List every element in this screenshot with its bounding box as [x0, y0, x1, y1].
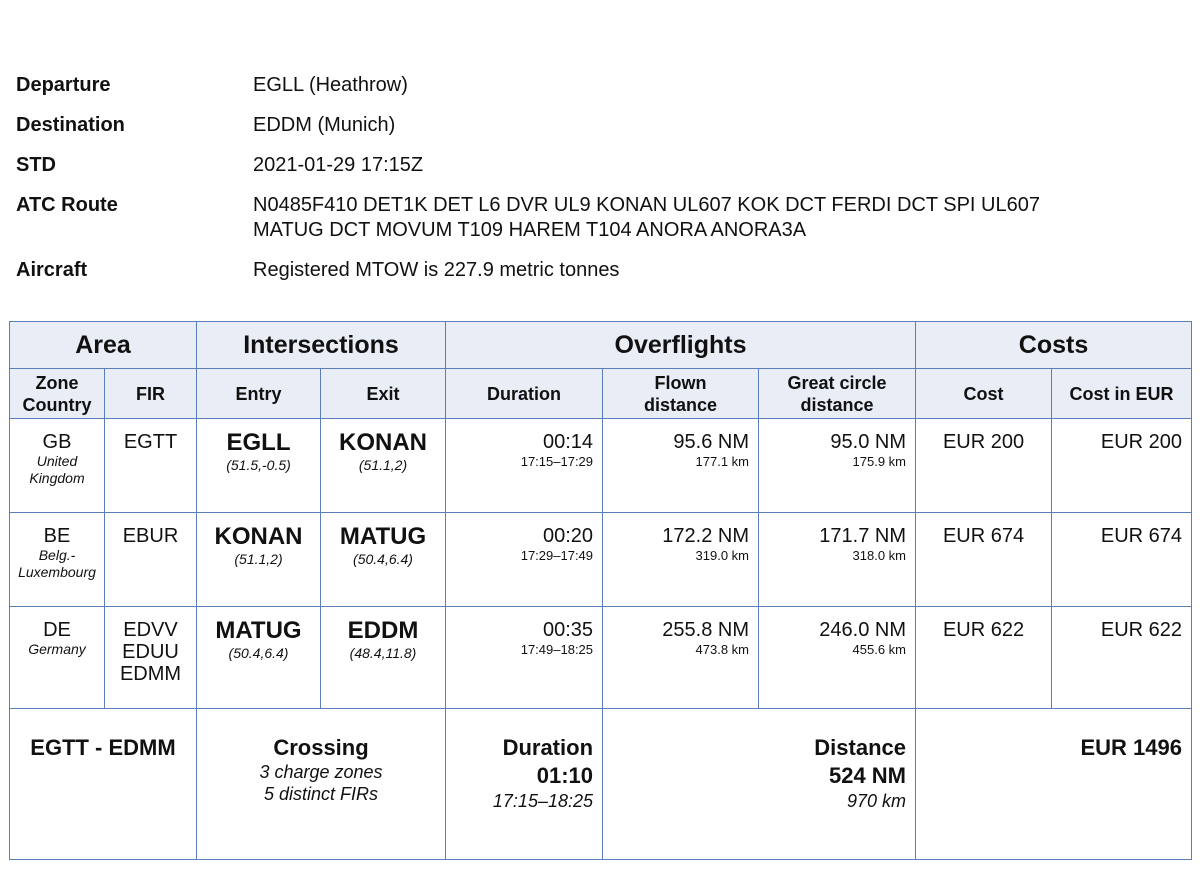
- zone-cell: [10, 513, 105, 607]
- departure-label: Departure: [16, 74, 111, 96]
- distinct-firs-count: 5 distinct FIRs: [263, 784, 379, 804]
- entry-cell: [197, 607, 321, 709]
- gc-nm: 246.0 NM: [819, 619, 907, 641]
- flown-nm: 95.6 NM: [673, 431, 750, 453]
- fir-code: EDUU: [122, 641, 179, 663]
- great-circle-header: [759, 369, 916, 419]
- gc-km: 455.6 km: [852, 642, 907, 657]
- total-time-range: 17:15–18:25: [492, 791, 594, 811]
- exit-coordinates: (48.4,11.8): [349, 645, 417, 661]
- cost-eur-cell: EUR 674: [1052, 513, 1192, 607]
- std-row: [16, 153, 1186, 178]
- entry-cell: [197, 513, 321, 607]
- destination-row: [16, 113, 1186, 138]
- country-name-line-1: United: [36, 453, 78, 469]
- duration-cell: [446, 607, 603, 709]
- total-distance: [603, 709, 916, 860]
- gc-km: 318.0 km: [852, 548, 907, 563]
- gc-km: 175.9 km: [852, 454, 907, 469]
- great-circle-header-line: Great circle: [787, 372, 887, 393]
- flown-distance-header-line: distance: [644, 394, 718, 415]
- exit-coordinates: (51.1,2): [358, 457, 408, 473]
- zone-code: GB: [42, 431, 72, 453]
- overflights-header: Overflights: [446, 322, 916, 369]
- totals-row: [10, 709, 1192, 860]
- flown-distance-cell: [603, 513, 759, 607]
- duration-total-value: 01:10: [536, 763, 594, 788]
- zone-country-header: [10, 369, 105, 419]
- departure-value: EGLL (Heathrow): [253, 74, 408, 96]
- cost-eur-cell: EUR 622: [1052, 607, 1192, 709]
- flown-km: 319.0 km: [695, 548, 750, 563]
- fir-cell: [105, 513, 197, 607]
- duration-value: 00:35: [542, 619, 594, 641]
- country-name-line-1: Belg.-: [38, 547, 76, 563]
- exit-waypoint: EDDM: [347, 617, 419, 644]
- atc-route-row: [16, 193, 1186, 243]
- atc-route-line-2: MATUG DCT MOVUM T109 HAREM T104 ANORA ANORA3A: [253, 219, 807, 241]
- zone-header-line: Zone: [35, 372, 79, 393]
- cost-cell: EUR 622: [916, 607, 1052, 709]
- fir-code: EDMM: [119, 663, 182, 685]
- gc-nm: 95.0 NM: [830, 431, 907, 453]
- flown-nm: 172.2 NM: [662, 525, 750, 547]
- aircraft-row: [16, 258, 1186, 283]
- entry-coordinates: (51.1,2): [234, 551, 283, 567]
- entry-cell: [197, 419, 321, 513]
- exit-cell: [321, 419, 446, 513]
- flown-km: 177.1 km: [695, 454, 750, 469]
- route-fir-pair: EGTT - EDMM: [10, 709, 197, 860]
- fir-cell: [105, 419, 197, 513]
- time-range: 17:29–17:49: [520, 548, 594, 563]
- flown-distance-cell: [603, 607, 759, 709]
- flown-distance-header: [603, 369, 759, 419]
- entry-coordinates: (50.4,6.4): [228, 645, 289, 661]
- entry-coordinates: (51.5,-0.5): [226, 457, 291, 473]
- table-row: [10, 513, 1192, 607]
- country-name-line-2: Kingdom: [29, 470, 85, 486]
- gc-distance-header-line: distance: [800, 394, 874, 415]
- cost-header: Cost: [916, 369, 1052, 419]
- entry-waypoint: EGLL: [226, 429, 291, 456]
- aircraft-value: Registered MTOW is 227.9 metric tonnes: [253, 259, 620, 281]
- intersections-header: Intersections: [197, 322, 446, 369]
- table-row: [10, 607, 1192, 709]
- fir-code: EBUR: [122, 525, 179, 547]
- fir-code: EDVV: [123, 619, 178, 641]
- zone-code: BE: [43, 525, 71, 547]
- area-header: Area: [10, 322, 197, 369]
- exit-waypoint: MATUG: [339, 523, 427, 550]
- overflight-fees-table: [9, 321, 1192, 860]
- country-name-line-1: Germany: [28, 641, 86, 657]
- costs-header: Costs: [916, 322, 1192, 369]
- atc-route-label: ATC Route: [16, 194, 118, 216]
- table-row: [10, 419, 1192, 513]
- flown-km: 473.8 km: [695, 642, 750, 657]
- duration-value: 00:20: [542, 525, 594, 547]
- entry-waypoint: MATUG: [215, 617, 302, 644]
- entry-waypoint: KONAN: [214, 523, 303, 550]
- cost-cell: EUR 674: [916, 513, 1052, 607]
- aircraft-label: Aircraft: [16, 259, 88, 281]
- great-circle-cell: [759, 513, 916, 607]
- duration-cell: [446, 513, 603, 607]
- group-header-row: [10, 322, 1192, 369]
- fir-cell: [105, 607, 197, 709]
- gc-nm: 171.7 NM: [819, 525, 907, 547]
- fir-code: EGTT: [123, 431, 178, 453]
- distance-km-total: 970 km: [846, 791, 907, 811]
- exit-header: Exit: [321, 369, 446, 419]
- flown-distance-cell: [603, 419, 759, 513]
- destination-label: Destination: [16, 114, 125, 136]
- exit-cell: [321, 607, 446, 709]
- crossing-title: Crossing: [273, 735, 369, 760]
- destination-value: EDDM (Munich): [253, 114, 396, 136]
- flown-header-line: Flown: [654, 372, 707, 393]
- std-label: STD: [16, 154, 56, 176]
- great-circle-cell: [759, 419, 916, 513]
- departure-row: [16, 73, 1186, 98]
- crossing-summary: [197, 709, 446, 860]
- duration-title: Duration: [502, 735, 594, 760]
- time-range: 17:15–17:29: [520, 454, 594, 469]
- fir-header: FIR: [105, 369, 197, 419]
- total-duration: [446, 709, 603, 860]
- cost-cell: EUR 200: [916, 419, 1052, 513]
- charge-zones-count: 3 charge zones: [259, 762, 383, 782]
- country-name-line-2: Luxembourg: [18, 564, 96, 580]
- duration-value: 00:14: [542, 431, 594, 453]
- country-header-line: Country: [22, 394, 92, 415]
- total-cost: EUR 1496: [916, 709, 1192, 860]
- exit-waypoint: KONAN: [339, 429, 427, 456]
- zone-cell: [10, 419, 105, 513]
- flown-nm: 255.8 NM: [662, 619, 750, 641]
- time-range: 17:49–18:25: [520, 642, 594, 657]
- std-value: 2021-01-29 17:15Z: [253, 154, 424, 176]
- cost-eur-header: Cost in EUR: [1052, 369, 1192, 419]
- zone-code: DE: [43, 619, 71, 641]
- duration-cell: [446, 419, 603, 513]
- entry-header: Entry: [197, 369, 321, 419]
- great-circle-cell: [759, 607, 916, 709]
- distance-nm-total: 524 NM: [828, 763, 907, 788]
- exit-cell: [321, 513, 446, 607]
- cost-eur-cell: EUR 200: [1052, 419, 1192, 513]
- sub-header-row: [10, 369, 1192, 419]
- distance-title: Distance: [814, 735, 907, 760]
- atc-route-line-1: N0485F410 DET1K DET L6 DVR UL9 KONAN UL607 KOK DCT FERDI DCT SPI UL607: [253, 194, 1040, 216]
- flight-info: [16, 73, 1186, 298]
- atc-route-value: [253, 193, 1186, 243]
- duration-header: Duration: [446, 369, 603, 419]
- exit-coordinates: (50.4,6.4): [353, 551, 413, 567]
- zone-cell: [10, 607, 105, 709]
